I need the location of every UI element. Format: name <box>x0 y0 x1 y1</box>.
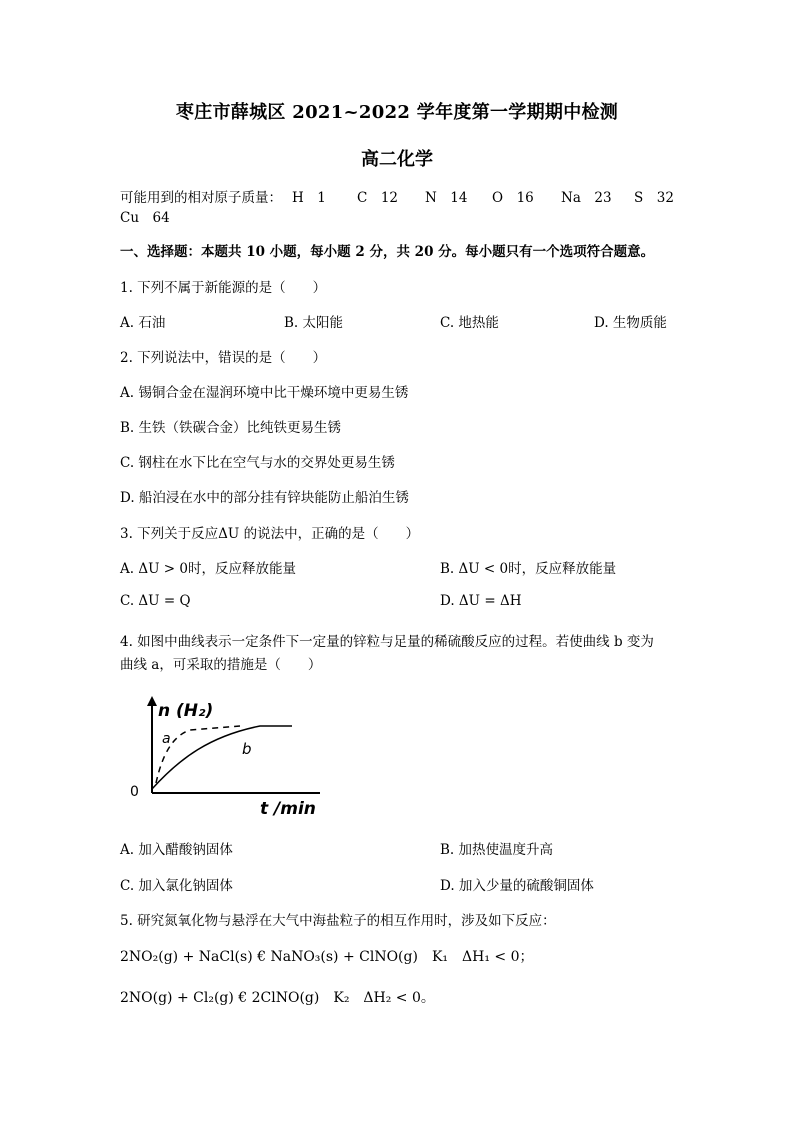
origin-label: 0 <box>130 784 139 800</box>
q3-option-d: D. ΔU = ΔH <box>440 593 522 609</box>
atomic-mass-h: H 1 <box>292 190 326 206</box>
q1-option-c: C. 地热能 <box>440 315 499 331</box>
atomic-mass-c: C 12 <box>357 190 399 206</box>
q1-option-d: D. 生物质能 <box>594 315 667 331</box>
page-subtitle: 高二化学 <box>361 149 433 170</box>
q4-stem-line1: 4. 如图中曲线表示一定条件下一定量的锌粒与足量的稀硫酸反应的过程。若使曲线 b 变为 <box>120 634 654 650</box>
q2-option-b: B. 生铁（铁碳合金）比纯铁更易生锈 <box>120 420 342 436</box>
q3-option-c: C. ΔU = Q <box>120 593 191 609</box>
q2-stem: 2. 下列说法中，错误的是（ ） <box>120 350 327 366</box>
q3-option-b: B. ΔU < 0时，反应释放能量 <box>440 561 617 577</box>
y-axis-label: n (H₂) <box>158 701 214 721</box>
q5-reaction-2: 2NO(g) + Cl₂(g) € 2ClNO(g) K₂ ΔH₂ < 0。 <box>120 990 435 1006</box>
q2-option-a: A. 锡铜合金在湿润环境中比干燥环境中更易生锈 <box>120 385 409 401</box>
curve-b <box>152 726 292 789</box>
q2-option-c: C. 钢柱在水下比在空气与水的交界处更易生锈 <box>120 455 395 471</box>
q5-reaction-1: 2NO₂(g) + NaCl(s) € NaNO₃(s) + ClNO(g) K₁ ΔH₁ < 0； <box>120 949 534 965</box>
atomic-mass-label: 可能用到的相对原子质量： <box>120 190 282 206</box>
page-title: 枣庄市薛城区 2021~2022 学年度第一学期期中检测 <box>175 102 619 123</box>
atomic-mass-na: Na 23 <box>561 190 612 206</box>
q1-stem: 1. 下列不属于新能源的是（ ） <box>120 280 327 296</box>
q4-option-c: C. 加入氯化钠固体 <box>120 878 233 894</box>
q4-option-b: B. 加热使温度升高 <box>440 842 554 858</box>
q1-option-b: B. 太阳能 <box>284 315 344 331</box>
atomic-mass-o: O 16 <box>492 190 534 206</box>
curve-b-label: b <box>242 740 252 758</box>
q1-option-a: A. 石油 <box>120 315 166 331</box>
q3-stem: 3. 下列关于反应ΔU 的说法中，正确的是（ ） <box>120 526 420 542</box>
q5-stem: 5. 研究氮氧化物与悬浮在大气中海盐粒子的相互作用时，涉及如下反应： <box>120 913 556 929</box>
q2-option-d: D. 船泊浸在水中的部分挂有锌块能防止船泊生锈 <box>120 490 409 506</box>
curve-a-label: a <box>162 731 171 747</box>
q3-option-a: A. ΔU > 0时，反应释放能量 <box>120 561 296 577</box>
section-heading: 一、选择题：本题共 10 小题，每小题 2 分，共 20 分。每小题只有一个选项符合题意。 <box>120 244 655 260</box>
atomic-mass-cu: Cu 64 <box>120 210 170 226</box>
atomic-mass-s: S 32 <box>634 190 674 206</box>
x-axis-label: t /min <box>260 799 316 819</box>
atomic-mass-n: N 14 <box>425 190 468 206</box>
y-axis-arrow <box>147 696 157 706</box>
q4-graph <box>120 686 340 821</box>
q4-stem-line2: 曲线 a，可采取的措施是（ ） <box>120 657 322 673</box>
q4-option-d: D. 加入少量的硫酸铜固体 <box>440 878 594 894</box>
q4-option-a: A. 加入醋酸钠固体 <box>120 842 233 858</box>
